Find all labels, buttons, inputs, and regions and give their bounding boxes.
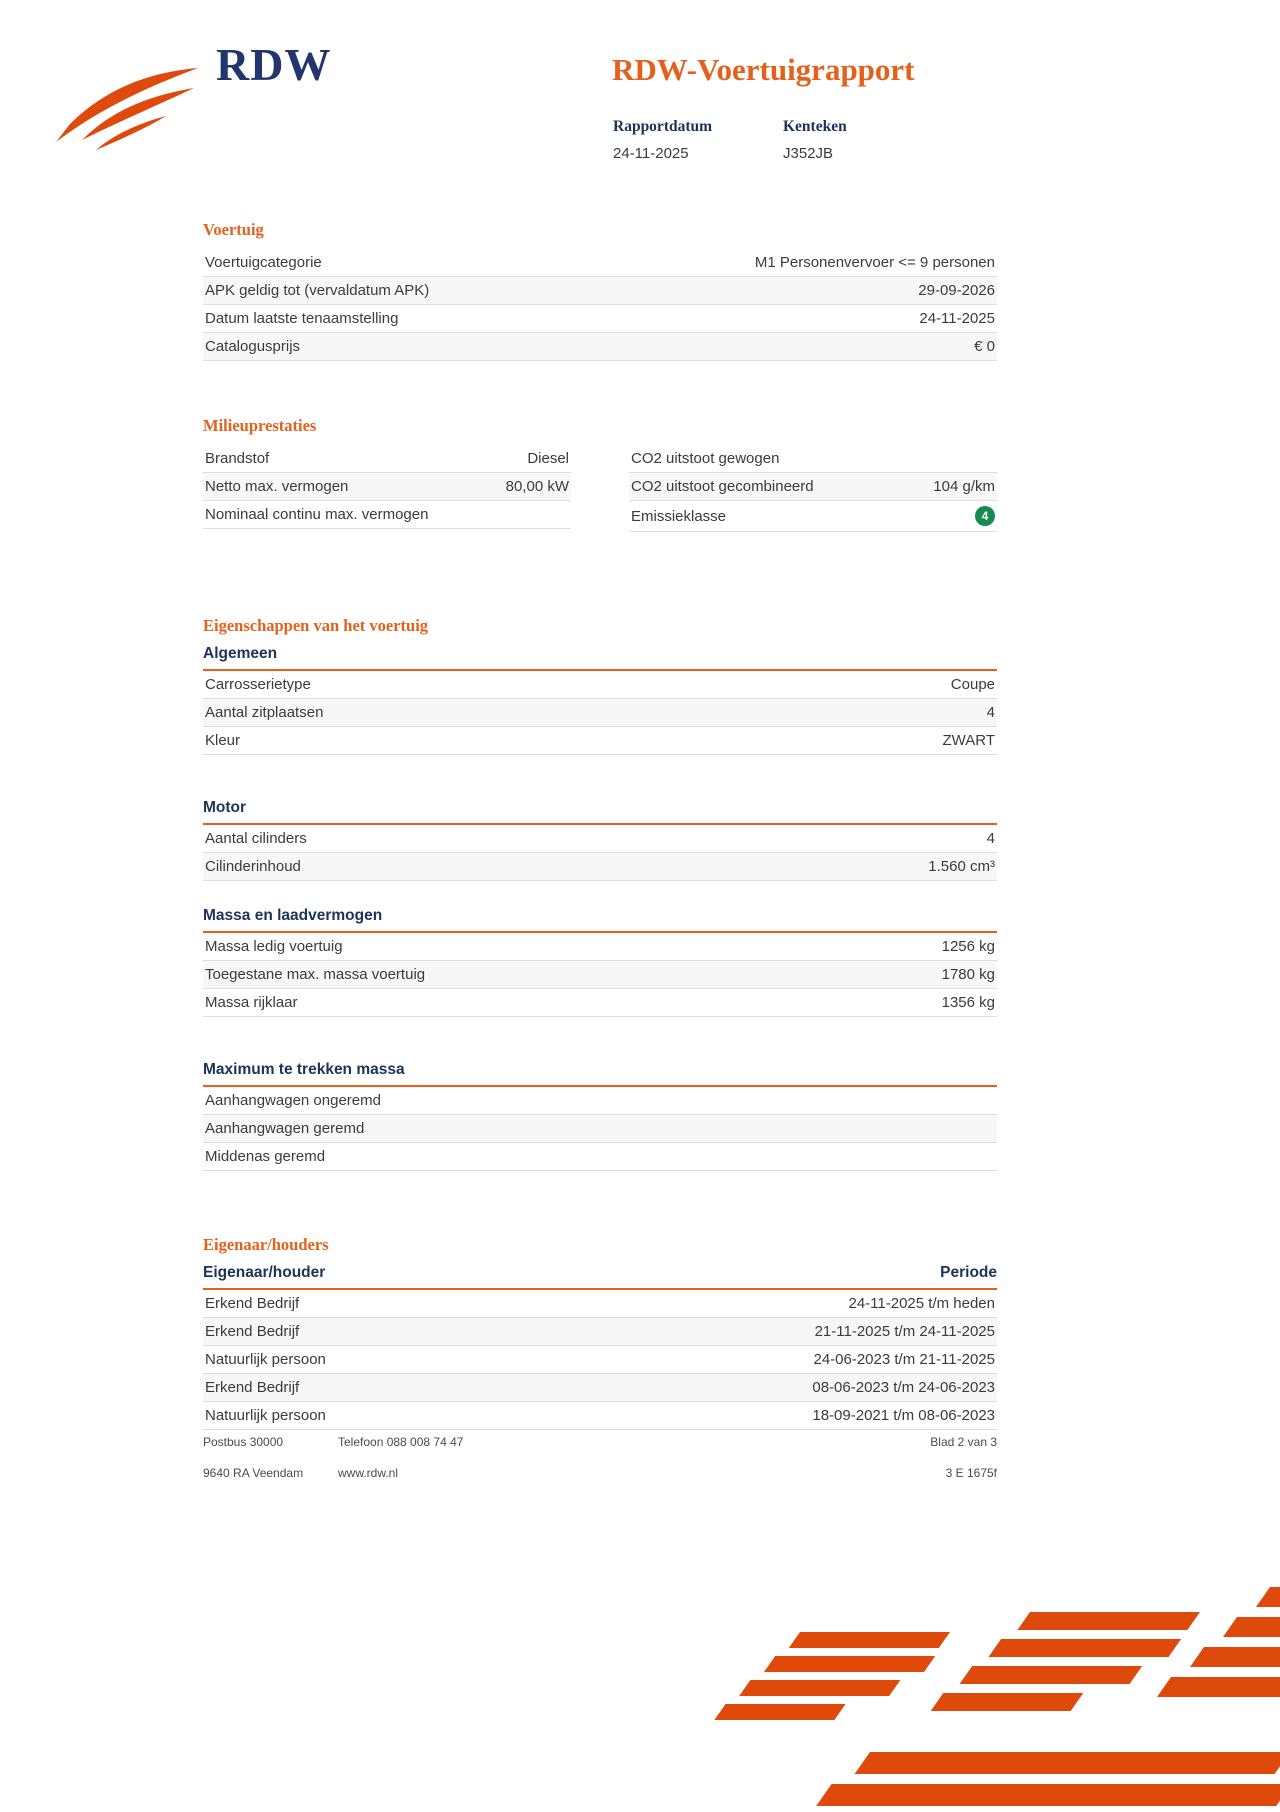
row-value: Diesel — [527, 450, 569, 467]
row-label: Datum laatste tenaamstelling — [205, 310, 399, 327]
row-value: 1780 kg — [941, 966, 995, 983]
row-value: 29-09-2026 — [918, 282, 995, 299]
subsection-rows — [203, 1087, 997, 1171]
row-label: CO2 uitstoot gecombineerd — [631, 478, 814, 495]
section-heading-milieu: Milieuprestaties — [203, 416, 317, 435]
table-row — [203, 1346, 997, 1374]
owners-rows — [203, 1290, 997, 1430]
table-row — [203, 1143, 997, 1171]
row-value: 1.560 cm³ — [928, 858, 995, 875]
row-value: ZWART — [942, 732, 995, 749]
column-header-owner: Eigenaar/houder — [203, 1264, 326, 1281]
row-label: Nominaal continu max. vermogen — [205, 506, 429, 523]
table-row — [629, 501, 997, 532]
row-label: Aanhangwagen ongeremd — [205, 1092, 381, 1109]
footer-city: 9640 RA Veendam — [203, 1466, 304, 1480]
section-eigenschappen — [203, 616, 997, 1171]
table-row — [203, 445, 571, 473]
row-value: 80,00 kW — [505, 478, 569, 495]
table-row — [629, 445, 997, 473]
section-voertuig — [203, 220, 997, 361]
owner-period: 08-06-2023 t/m 24-06-2023 — [812, 1379, 995, 1396]
row-label: Catalogusprijs — [205, 338, 301, 355]
section-eigenaren — [203, 1235, 997, 1430]
table-row — [203, 933, 997, 961]
row-label: APK geldig tot (vervaldatum APK) — [205, 282, 430, 299]
subsection-title: Maximum te trekken massa — [203, 1061, 997, 1087]
table-row — [203, 1402, 997, 1430]
table-row — [203, 305, 997, 333]
subsection-trekken-massa — [203, 1061, 997, 1171]
row-value: 1356 kg — [941, 994, 995, 1011]
row-value: 4 — [986, 704, 995, 721]
row-label: Toegestane max. massa voertuig — [205, 966, 426, 983]
row-label: Cilinderinhoud — [205, 858, 301, 875]
table-row — [203, 989, 997, 1017]
section-heading-voertuig: Voertuig — [203, 220, 264, 239]
kenteken-block — [783, 118, 953, 162]
subsection-massa — [203, 907, 997, 1017]
page-footer — [203, 1436, 997, 1498]
rapportdatum-label: Rapportdatum — [613, 118, 713, 135]
footer-website: www.rdw.nl — [338, 1466, 399, 1480]
document-title: RDW-Voertuigrapport — [612, 52, 915, 87]
table-row — [203, 277, 997, 305]
subsection-title: Motor — [203, 799, 997, 825]
row-value: 4 — [986, 830, 995, 847]
owner-type: Erkend Bedrijf — [205, 1295, 300, 1312]
subsection-motor — [203, 799, 997, 881]
report-meta — [613, 118, 953, 162]
row-label: Aantal cilinders — [205, 830, 307, 847]
table-row — [203, 1115, 997, 1143]
kenteken-label: Kenteken — [783, 118, 847, 135]
row-label: Kleur — [205, 732, 241, 749]
table-row — [203, 853, 997, 881]
table-row — [203, 333, 997, 361]
milieu-right-column — [629, 445, 997, 532]
table-row — [203, 1290, 997, 1318]
row-label: Aanhangwagen geremd — [205, 1120, 365, 1137]
subsection-rows — [203, 825, 997, 881]
footer-contact — [338, 1436, 930, 1498]
row-label: Netto max. vermogen — [205, 478, 349, 495]
row-value: 104 g/km — [933, 478, 995, 495]
row-label: Voertuigcategorie — [205, 254, 322, 271]
table-row — [203, 825, 997, 853]
owner-type: Erkend Bedrijf — [205, 1323, 300, 1340]
table-row — [203, 961, 997, 989]
decorative-stripes-graphic — [650, 1552, 1280, 1812]
row-value: Coupe — [950, 676, 995, 693]
rdw-logo-text: RDW — [216, 39, 332, 90]
table-row — [203, 473, 571, 501]
rapportdatum-block — [613, 118, 783, 162]
row-label: Massa rijklaar — [205, 994, 298, 1011]
footer-postbus: Postbus 30000 — [203, 1435, 284, 1449]
rapportdatum-value: 24-11-2025 — [613, 145, 689, 162]
table-row — [203, 671, 997, 699]
row-value: 24-11-2025 — [919, 310, 995, 327]
owner-period: 21-11-2025 t/m 24-11-2025 — [814, 1323, 995, 1340]
row-value: 1256 kg — [941, 938, 995, 955]
subsection-algemeen — [203, 645, 997, 755]
subsection-rows — [203, 671, 997, 755]
owner-type: Natuurlijk persoon — [205, 1407, 326, 1424]
owner-period: 24-11-2025 t/m heden — [848, 1295, 995, 1312]
table-row — [203, 699, 997, 727]
subsection-rows — [203, 933, 997, 1017]
report-content — [203, 220, 997, 1430]
milieu-left-column — [203, 445, 571, 532]
footer-address — [203, 1436, 338, 1498]
footer-phone: Telefoon 088 008 74 47 — [338, 1435, 464, 1449]
emissieklasse-badge: 4 — [975, 506, 995, 526]
row-label: Massa ledig voertuig — [205, 938, 343, 955]
owner-period: 24-06-2023 t/m 21-11-2025 — [813, 1351, 995, 1368]
footer-page-number: Blad 2 van 3 — [930, 1435, 997, 1449]
footer-pagination — [930, 1436, 997, 1498]
row-value: € 0 — [974, 338, 995, 355]
row-label: Aantal zitplaatsen — [205, 704, 324, 721]
table-row — [203, 1318, 997, 1346]
voertuig-rows — [203, 249, 997, 361]
section-heading-eigenaren: Eigenaar/houders — [203, 1235, 329, 1254]
row-label: Brandstof — [205, 450, 270, 467]
subsection-title: Massa en laadvermogen — [203, 907, 997, 933]
footer-doc-code: 3 E 1675f — [945, 1466, 997, 1480]
section-heading-eigenschappen: Eigenschappen van het voertuig — [203, 616, 429, 635]
subsection-title: Algemeen — [203, 645, 997, 671]
owner-type: Natuurlijk persoon — [205, 1351, 326, 1368]
owner-period: 18-09-2021 t/m 08-06-2023 — [812, 1407, 995, 1424]
row-label: CO2 uitstoot gewogen — [631, 450, 780, 467]
column-header-period: Periode — [940, 1264, 997, 1281]
row-value: M1 Personenvervoer <= 9 personen — [754, 254, 995, 271]
section-milieuprestaties — [203, 416, 997, 532]
rdw-logo — [48, 39, 332, 162]
table-row — [203, 501, 571, 529]
row-label: Emissieklasse — [631, 507, 727, 525]
row-label: Middenas geremd — [205, 1148, 326, 1165]
table-row — [203, 1374, 997, 1402]
rdw-swoosh-icon — [48, 66, 200, 162]
kenteken-value: J352JB — [783, 145, 834, 162]
table-row — [203, 727, 997, 755]
row-label: Carrosserietype — [205, 676, 311, 693]
owners-table-header — [203, 1264, 997, 1290]
table-row — [203, 249, 997, 277]
milieu-grid — [203, 445, 997, 532]
table-row — [629, 473, 997, 501]
owner-type: Erkend Bedrijf — [205, 1379, 300, 1396]
table-row — [203, 1087, 997, 1115]
